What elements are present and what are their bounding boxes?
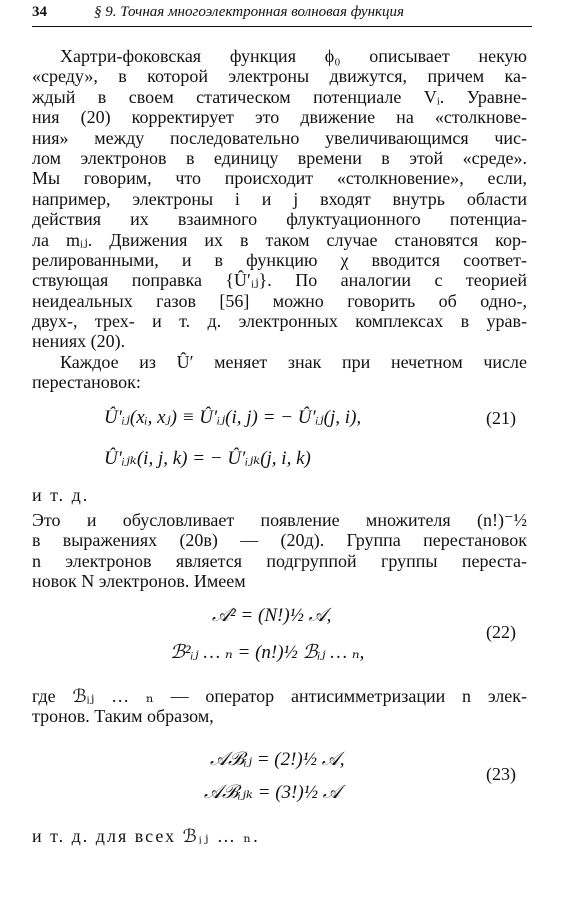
- running-header: [32, 4, 532, 27]
- text-line: тронов. Таким образом,: [32, 706, 214, 727]
- text-line: n электронов является подгруппой группы переста-: [32, 550, 527, 571]
- paragraph-1: [32, 46, 527, 352]
- text-line: неидеальных газов [56] можно говорить об одно-,: [32, 290, 527, 311]
- equation-22-line-1: 𝒜² = (N!)½ 𝒜,: [212, 605, 332, 626]
- final-line: [32, 826, 527, 846]
- text-line: например, электроны i и j входят внутрь области: [32, 188, 527, 209]
- text-line: перестановок:: [32, 372, 141, 393]
- equation-23-line-1: 𝒜ℬᵢⱼ = (2!)½ 𝒜,: [210, 749, 345, 770]
- text-line: релированными, и в функцию χ вводится соответ-: [32, 249, 527, 270]
- paragraph-4: [32, 686, 527, 727]
- equation-21-number: (21): [486, 408, 516, 428]
- text-line: в выражениях (20в) — (20д). Группа перестановок: [32, 530, 527, 551]
- text-line: Каждое из Û′ меняет знак при нечетном числе: [60, 352, 527, 372]
- text-line: и т. д.: [32, 485, 90, 505]
- equation-22-number: (22): [486, 622, 516, 642]
- text-line: Это и обусловливает появление множителя (n!)⁻½: [32, 510, 527, 530]
- text-line: лом электронов в единицу времени в этой «среде».: [32, 147, 527, 168]
- text-line: ла mᵢⱼ. Движения их в таком случае становятся кор-: [32, 229, 527, 250]
- text-line: ния (20) корректирует это движение на «столкнове-: [32, 107, 527, 128]
- paragraph-3: [32, 510, 527, 592]
- equation-23-number: (23): [486, 764, 516, 784]
- text-line: Хартри-фоковская функция ϕ₀ описывает некую: [60, 46, 527, 66]
- text-line: двух-, трех- и т. д. электронных комплексах в урав-: [32, 311, 527, 332]
- text-line: ствующая поправка {Û′ᵢⱼ}. По аналогии с теорией: [32, 270, 527, 291]
- text-line: нениях (20).: [32, 331, 126, 352]
- page-number: 34: [32, 4, 47, 20]
- text-line: ждый в своем статическом потенциале Vᵢ. Уравне-: [32, 86, 527, 107]
- text-line: Мы говорим, что происходит «столкновение», если,: [32, 168, 527, 189]
- text-line: ния» между последовательно увеличивающимся чис-: [32, 127, 527, 148]
- section-title: § 9. Точная многоэлектронная волновая функция: [94, 4, 405, 20]
- equation-21-line-2: Û′ᵢⱼₖ(i, j, k) = − Û′ᵢⱼₖ(j, i, k): [104, 448, 311, 469]
- equation-21-line-1: Û′ᵢⱼ(xᵢ, xⱼ) ≡ Û′ᵢⱼ(i, j) = − Û′ᵢⱼ(j, i),: [104, 407, 362, 428]
- text-line: действия их взаимного флуктуационного потенциа-: [32, 209, 527, 230]
- text-line: где ℬᵢⱼ … ₙ — оператор антисимметризации n элек-: [32, 686, 527, 706]
- paragraph-2: [32, 352, 527, 393]
- equation-22-line-2: ℬ²ᵢⱼ … ₙ = (n!)½ ℬᵢⱼ … ₙ,: [170, 642, 365, 663]
- etc-line-1: [32, 485, 527, 505]
- equation-23-line-2: 𝒜ℬᵢⱼₖ = (3!)½ 𝒜: [204, 782, 341, 803]
- text-line: «среду», в которой электроны движутся, причем ка-: [32, 66, 527, 87]
- text-line: новок N электронов. Имеем: [32, 571, 246, 592]
- text-line: и т. д. для всех ℬᵢⱼ … ₙ.: [32, 826, 260, 846]
